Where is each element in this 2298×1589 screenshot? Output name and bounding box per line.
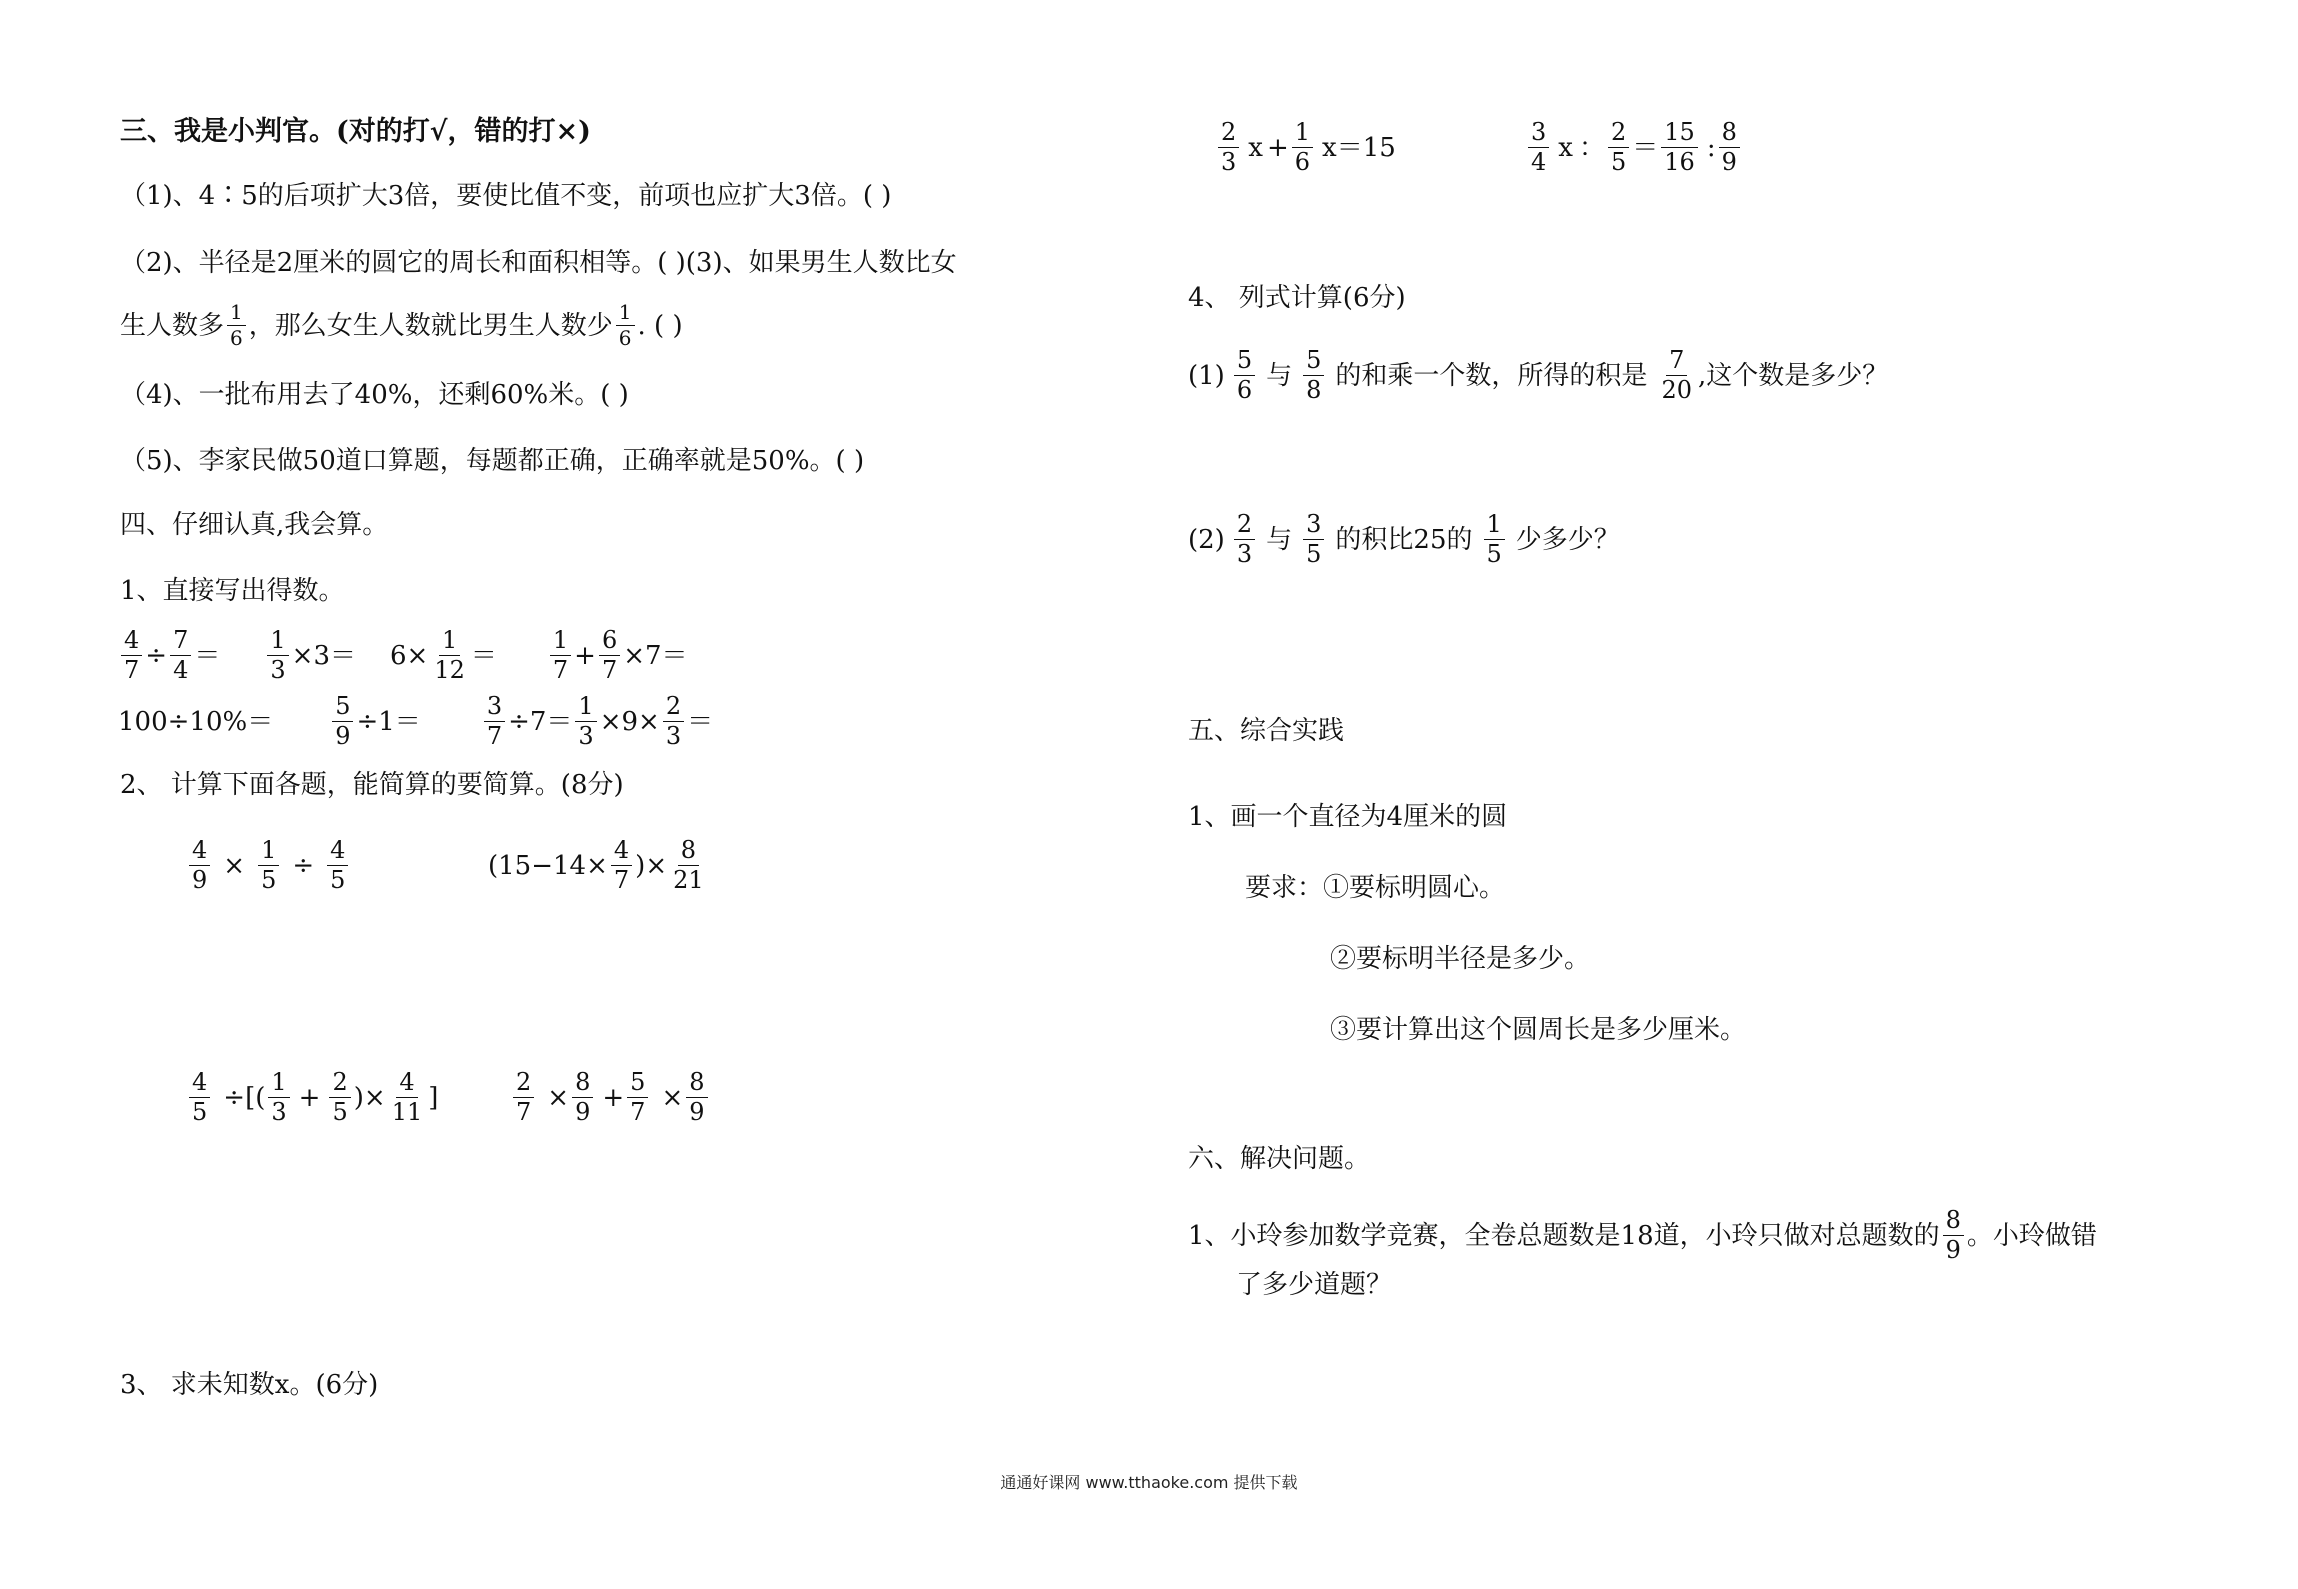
- problem-solving-1-cont: 了多少道题？: [1236, 1270, 1393, 1300]
- section3-title: 三、我是小判官。(对的打√，错的打×): [120, 116, 591, 147]
- draw-circle-task: 1、画一个直径为4厘米的圆: [1188, 802, 1508, 832]
- calc-expression-1: $\frac{4}{9}$ × $\frac{1}{5}$ ÷ $\frac{4}{5}$: [186, 838, 351, 893]
- calc-expression-2: (15−14× $\frac{4}{7}$ )× $\frac{8}{21}$: [488, 836, 704, 895]
- mental-row-1: $\frac{4}{7}$ ÷ $\frac{7}{4}$ ＝ $\frac{1}{3}$ ×3＝ 6× $\frac{1}{12}$ ＝ $\frac{1}{7}$ + $\frac{6}{7}$ ×7＝: [118, 628, 688, 683]
- judge-q2: （2)、半径是2厘米的圆它的周长和面积相等。( )(3)、如果男生人数比女: [120, 248, 957, 278]
- equation-1: $\frac{2}{3}$ x + $\frac{1}{6}$ x＝15: [1215, 120, 1396, 175]
- fraction: $\frac{1}{6}$: [616, 302, 635, 349]
- judge-q1: （1)、4∶5的后项扩大3倍，要使比值不变，前项也应扩大3倍。( ): [120, 181, 892, 211]
- equation-2: $\frac{3}{4}$ x ： $\frac{2}{5}$ ＝ $\frac{15}{16}$ : $\frac{8}{9}$: [1525, 120, 1743, 175]
- problem-solving-1: 1、小玲参加数学竞赛，全卷总题数是18道，小玲只做对总题数的 $\frac{8}{9}$ 。小玲做错: [1188, 1206, 2097, 1265]
- unknown-x-heading: 3、 求未知数x。(6分): [120, 1370, 379, 1400]
- requirement-1: 要求：①要标明圆心。: [1245, 873, 1506, 903]
- calc-expression-3: $\frac{4}{5}$ ÷ [ ( $\frac{1}{3}$ + $\frac{2}{5}$ ) × $\frac{4}{11}$ ]: [186, 1070, 438, 1125]
- section5-title: 五、综合实践: [1188, 716, 1345, 746]
- footer-credit: 通通好课网 www.tthaoke.com 提供下载: [1000, 1473, 1298, 1492]
- mental-row-2: 100÷10%＝ $\frac{5}{9}$ ÷1＝ $\frac{3}{7}$ ÷7＝ $\frac{1}{3}$ ×9× $\frac{2}{3}$ ＝: [118, 692, 714, 751]
- judge-q4: （4)、一批布用去了40%，还剩60%米。( ): [120, 380, 629, 410]
- requirement-3: ③要计算出这个圆周长是多少厘米。: [1330, 1015, 1747, 1045]
- direct-answer-heading: 1、直接写出得数。: [120, 576, 345, 606]
- requirement-2: ②要标明半径是多少。: [1330, 944, 1591, 974]
- section6-title: 六、解决问题。: [1188, 1144, 1371, 1174]
- section4-title: 四、仔细认真,我会算。: [120, 510, 389, 540]
- word-problem-1: (1) $\frac{5}{6}$ 与 $\frac{5}{8}$ 的和乘一个数，所得的积是 $\frac{7}{20}$ ,这个数是多少？: [1188, 346, 1889, 405]
- fraction: $\frac{1}{6}$: [227, 302, 246, 349]
- judge-q5: （5)、李家民做50道口算题，每题都正确，正确率就是50%。( ): [120, 446, 865, 476]
- calc-expression-4: $\frac{2}{7}$ × $\frac{8}{9}$ + $\frac{5}{7}$ × $\frac{8}{9}$: [510, 1070, 711, 1125]
- judge-q3: 生人数多 $\frac{1}{6}$ ，那么女生人数就比男生人数少 $\frac{1}{6}$ . ( ): [120, 300, 683, 350]
- compute-heading: 2、 计算下面各题，能简算的要简算。(8分): [120, 770, 624, 800]
- word-problems-heading: 4、 列式计算(6分): [1188, 283, 1406, 313]
- word-problem-2: (2) $\frac{2}{3}$ 与 $\frac{3}{5}$ 的积比25的 $\frac{1}{5}$ 少多少？: [1188, 510, 1620, 569]
